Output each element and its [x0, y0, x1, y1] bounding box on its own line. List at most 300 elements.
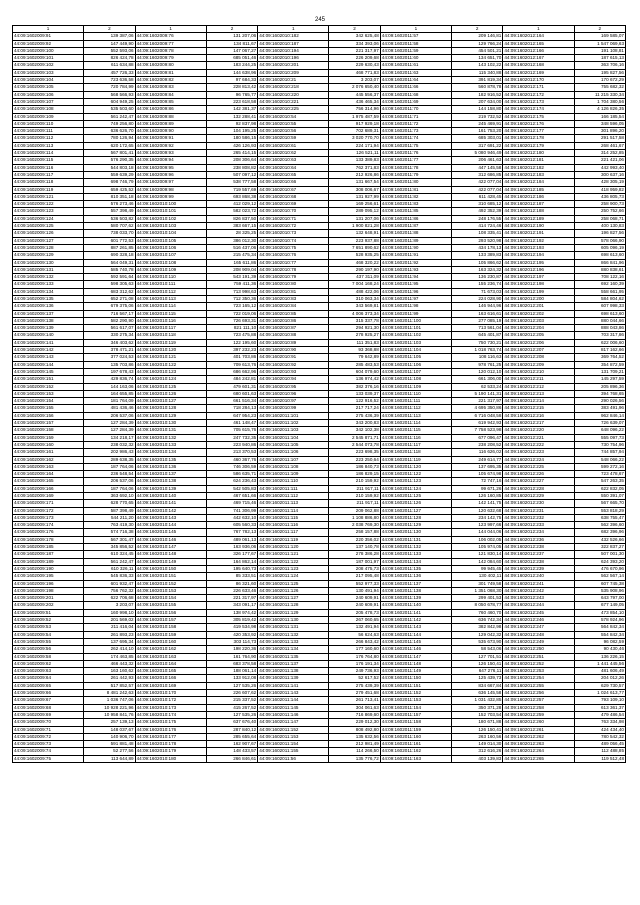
- cadastral-value-cell: 377 024,53: [84, 354, 135, 361]
- table-row: [13, 660, 626, 667]
- table-row: [13, 522, 626, 529]
- cadastral-number-cell: 44:09:1602012:187: [503, 201, 574, 208]
- cadastral-number-cell: 44:09:1602010:114: [135, 303, 206, 310]
- cadastral-value-cell: 289 638,35: [84, 456, 135, 463]
- cadastral-number-cell: 44:09:1602011:141: [258, 682, 329, 689]
- cadastral-value-cell: 445 556,37: [329, 91, 380, 98]
- cadastral-number-cell: 44:09:1602012:260: [503, 719, 574, 726]
- cadastral-value-cell: 723 165,12: [206, 303, 257, 310]
- cadastral-number-cell: 44:09:1602009:66: [13, 690, 84, 697]
- cadastral-number-cell: 44:09:1602010:220: [258, 91, 329, 98]
- cadastral-value-cell: 261 893,23: [84, 631, 135, 638]
- cadastral-number-cell: 44:09:1602012:230: [503, 500, 574, 507]
- cadastral-value-cell: 434 178,13: [451, 244, 502, 251]
- cadastral-value-cell: 315 337,78: [329, 317, 380, 324]
- cadastral-number-cell: 44:09:1602010:117: [135, 325, 206, 332]
- cadastral-value-cell: 677 096,47: [451, 434, 502, 441]
- cadastral-value-cell: 229 630,43: [329, 62, 380, 69]
- cadastral-number-cell: 44:09:1602012:207: [503, 347, 574, 354]
- cadastral-number-cell: 44:09:1602012:233: [503, 522, 574, 529]
- cadastral-value-cell: 160 998,10: [84, 609, 135, 616]
- cadastral-number-cell: 44:09:1602011:145: [258, 704, 329, 711]
- cadastral-value-cell: 114 266,50: [329, 748, 380, 755]
- cadastral-number-cell: 44:09:1602009:171: [13, 500, 84, 507]
- table-row: [13, 733, 626, 740]
- cadastral-number-cell: 44:09:1602012:201: [503, 303, 574, 310]
- cadastral-number-cell: 44:09:1602009:125: [13, 223, 84, 230]
- cadastral-value-cell: 693 868,38: [206, 193, 257, 200]
- cadastral-value-cell: 738 033,70: [84, 230, 135, 237]
- cadastral-value-cell: 354 872,59: [574, 361, 625, 368]
- cadastral-number-cell: 44:09:1602009:201: [13, 595, 84, 602]
- cadastral-value-cell: 305 819,42: [206, 617, 257, 624]
- cadastral-value-cell: 133 389,83: [451, 252, 502, 259]
- cadastral-value-cell: 211 917,11: [329, 485, 380, 492]
- table-row: [13, 441, 626, 448]
- cadastral-value-cell: 645 401,87: [451, 332, 502, 339]
- table-row: [13, 252, 626, 259]
- cadastral-value-cell: 759 411,36: [206, 281, 257, 288]
- cadastral-number-cell: 44:09:1602011:111: [258, 485, 329, 492]
- cadastral-number-cell: 44:09:1602010:136: [135, 463, 206, 470]
- cadastral-number-cell: 44:09:1602012:195: [503, 259, 574, 266]
- cadastral-value-cell: 144 638,96: [206, 69, 257, 76]
- cadastral-value-cell: 481 436,46: [84, 405, 135, 412]
- cadastral-value-cell: 578 924,96: [574, 617, 625, 624]
- cadastral-value-cell: 247 732,35: [206, 434, 257, 441]
- cadastral-number-cell: 44:09:1602010:21: [258, 77, 329, 84]
- cadastral-value-cell: 442 993,40: [574, 164, 625, 171]
- cadastral-value-cell: 106 002,05: [451, 536, 502, 543]
- cadastral-value-cell: 888 043,86: [574, 325, 625, 332]
- cadastral-value-cell: 7 004 168,24: [329, 281, 380, 288]
- cadastral-value-cell: 545 836,33: [84, 573, 135, 580]
- cadastral-number-cell: 44:09:1602009:122: [13, 201, 84, 208]
- cadastral-number-cell: 44:09:1602010:112: [135, 288, 206, 295]
- cadastral-number-cell: 44:09:1602012:184: [503, 179, 574, 186]
- table-row: [13, 638, 626, 645]
- cadastral-number-cell: 44:09:1602010:111: [135, 281, 206, 288]
- cadastral-number-cell: 44:09:1602011:142: [380, 617, 451, 624]
- cadastral-number-cell: 44:09:1602011:60: [380, 55, 451, 62]
- cadastral-number-cell: 44:09:1602009:145: [13, 368, 84, 375]
- cadastral-number-cell: 44:09:1602011:82: [380, 193, 451, 200]
- cadastral-number-cell: 44:09:1602011:137: [380, 580, 451, 587]
- table-row: [13, 478, 626, 485]
- column-header: 2: [84, 26, 135, 33]
- cadastral-value-cell: 610 324,45: [84, 551, 135, 558]
- cadastral-number-cell: 44:09:1602011:79: [380, 171, 451, 178]
- cadastral-number-cell: 44:09:1602009:80: [135, 62, 206, 69]
- cadastral-value-cell: 718 284,13: [206, 405, 257, 412]
- cadastral-value-cell: 479 486,54: [574, 711, 625, 718]
- table-header-row: [13, 26, 626, 33]
- cadastral-value-cell: 201 569,02: [84, 617, 135, 624]
- cadastral-value-cell: 135 632,56: [329, 733, 380, 740]
- cadastral-value-cell: 578 066,90: [574, 237, 625, 244]
- table-row: [13, 266, 626, 273]
- table-row: [13, 544, 626, 551]
- cadastral-number-cell: 44:09:1602012:245: [503, 609, 574, 616]
- cadastral-number-cell: 44:09:1602012:223: [503, 449, 574, 456]
- table-row: [13, 500, 626, 507]
- cadastral-number-cell: 44:09:1602011:150: [380, 675, 451, 682]
- cadastral-value-cell: 58 543,06: [451, 646, 502, 653]
- cadastral-value-cell: 143 102,22: [451, 62, 502, 69]
- cadastral-number-cell: 44:09:1602012:191: [503, 230, 574, 237]
- cadastral-value-cell: 587 398,49: [84, 507, 135, 514]
- cadastral-value-cell: 209 146,81: [451, 33, 502, 40]
- cadastral-number-cell: 44:09:1602012:166: [503, 47, 574, 54]
- cadastral-value-cell: 708 122,16: [574, 274, 625, 281]
- cadastral-value-cell: 314 252,85: [574, 150, 625, 157]
- cadastral-number-cell: 44:09:1602010:73: [258, 230, 329, 237]
- cadastral-value-cell: 126 160,85: [451, 493, 502, 500]
- table-row: [13, 193, 626, 200]
- cadastral-value-cell: 208 475,73: [329, 565, 380, 572]
- cadastral-value-cell: 86 321,60: [206, 580, 257, 587]
- table-row: [13, 398, 626, 405]
- cadastral-number-cell: 44:09:1602011:161: [380, 741, 451, 748]
- cadastral-number-cell: 44:09:1602011:139: [258, 675, 329, 682]
- cadastral-value-cell: 643 797,00: [574, 595, 625, 602]
- cadastral-value-cell: 275 436,39: [329, 412, 380, 419]
- cadastral-value-cell: 245 469,91: [451, 120, 502, 127]
- cadastral-number-cell: 44:09:1602009:129: [13, 252, 84, 259]
- cadastral-value-cell: 564 049,31: [84, 259, 135, 266]
- cadastral-value-cell: 131 207,06: [206, 33, 257, 40]
- cadastral-value-cell: 223 618,58: [206, 98, 257, 105]
- cadastral-number-cell: 44:09:1602010:129: [135, 412, 206, 419]
- cadastral-number-cell: 44:09:1602011:76: [380, 150, 451, 157]
- cadastral-value-cell: 334 393,06: [329, 40, 380, 47]
- cadastral-number-cell: 44:09:1602010:104: [135, 230, 206, 237]
- cadastral-number-cell: 44:09:1602009:153: [13, 390, 84, 397]
- cadastral-number-cell: 44:09:1602009:85: [135, 98, 206, 105]
- cadastral-number-cell: 44:09:1602009:56: [13, 646, 84, 653]
- table-row: [13, 376, 626, 383]
- cadastral-number-cell: 44:09:1602010:131: [135, 427, 206, 434]
- cadastral-value-cell: 750 730,21: [451, 339, 502, 346]
- cadastral-number-cell: 44:09:1602012:185: [503, 186, 574, 193]
- cadastral-value-cell: 473 854,10: [574, 609, 625, 616]
- cadastral-value-cell: 601 932,47: [84, 580, 135, 587]
- column-header: 2: [574, 26, 625, 33]
- cadastral-value-cell: 810 351,18: [84, 193, 135, 200]
- cadastral-value-cell: 582 023,72: [206, 208, 257, 215]
- cadastral-number-cell: 44:09:1602010:153: [135, 587, 206, 594]
- cadastral-number-cell: 44:09:1602009:132: [13, 274, 84, 281]
- column-header: 1: [258, 26, 329, 33]
- cadastral-number-cell: 44:09:1602011:116: [258, 522, 329, 529]
- cadastral-number-cell: 44:09:1602010:75: [258, 244, 329, 251]
- cadastral-number-cell: 44:09:1602009:141: [13, 339, 84, 346]
- cadastral-value-cell: 719 557,69: [206, 186, 257, 193]
- cadastral-number-cell: 44:09:1602009:70: [13, 719, 84, 726]
- cadastral-value-cell: 211 416,04: [84, 624, 135, 631]
- table-row: [13, 463, 626, 470]
- cadastral-number-cell: 44:09:1602011:131: [258, 624, 329, 631]
- cadastral-value-cell: 208 306,64: [206, 157, 257, 164]
- cadastral-number-cell: 44:09:1602010:180: [135, 755, 206, 762]
- cadastral-value-cell: 345 856,52: [84, 544, 135, 551]
- cadastral-value-cell: 469 715,46: [206, 500, 257, 507]
- cadastral-value-cell: 308 006,67: [329, 186, 380, 193]
- cadastral-value-cell: 162 907,67: [206, 741, 257, 748]
- cadastral-number-cell: 44:09:1602011:109: [258, 471, 329, 478]
- table-row: [13, 179, 626, 186]
- cadastral-number-cell: 44:09:1602010:165: [135, 668, 206, 675]
- cadastral-value-cell: 1 704 380,56: [574, 98, 625, 105]
- table-row: [13, 587, 626, 594]
- cadastral-value-cell: 419 534,98: [206, 624, 257, 631]
- cadastral-number-cell: 44:09:1602009:138: [13, 317, 84, 324]
- cadastral-number-cell: 44:09:1602011:92: [380, 259, 451, 266]
- table-row: [13, 208, 626, 215]
- cadastral-value-cell: 176 764,80: [329, 653, 380, 660]
- cadastral-value-cell: 304 061,63: [329, 704, 380, 711]
- cadastral-number-cell: 44:09:1602009:160: [13, 441, 84, 448]
- cadastral-value-cell: 343 569,81: [329, 303, 380, 310]
- cadastral-value-cell: 610 326,11: [84, 565, 135, 572]
- cadastral-value-cell: 561 617,07: [84, 325, 135, 332]
- cadastral-value-cell: 111 351,83: [329, 339, 380, 346]
- cadastral-value-cell: 682 396,96: [574, 529, 625, 536]
- table-row: [13, 113, 626, 120]
- cadastral-number-cell: 44:09:1602010:74: [258, 237, 329, 244]
- cadastral-value-cell: 637 676,40: [206, 719, 257, 726]
- cadastral-value-cell: 369 764,52: [574, 354, 625, 361]
- cadastral-number-cell: 44:09:1602011:115: [258, 514, 329, 521]
- cadastral-number-cell: 44:09:1602009:156: [13, 412, 84, 419]
- cadastral-number-cell: 44:09:1602009:88: [135, 113, 206, 120]
- cadastral-value-cell: 442 632,10: [206, 514, 257, 521]
- cadastral-number-cell: 44:09:1602009:107: [13, 98, 84, 105]
- cadastral-number-cell: 44:09:1602012:250: [503, 646, 574, 653]
- cadastral-number-cell: 44:09:1602011:129: [380, 522, 451, 529]
- cadastral-value-cell: 285 655,64: [206, 733, 257, 740]
- cadastral-number-cell: 44:09:1602012:240: [503, 573, 574, 580]
- cadastral-value-cell: 1 018 763,74: [451, 347, 502, 354]
- cadastral-number-cell: 44:09:1602011:58: [380, 40, 451, 47]
- table-row: [13, 120, 626, 127]
- cadastral-number-cell: 44:09:1602011:153: [258, 733, 329, 740]
- cadastral-value-cell: 698 613,60: [574, 252, 625, 259]
- cadastral-value-cell: 108 335,41: [451, 230, 502, 237]
- cadastral-value-cell: 198 220,36: [206, 646, 257, 653]
- cadastral-number-cell: 44:09:1602012:251: [503, 653, 574, 660]
- cadastral-value-cell: 161 764,90: [206, 653, 257, 660]
- cadastral-number-cell: 44:09:1602010:133: [135, 441, 206, 448]
- cadastral-value-cell: 52 617,52: [329, 675, 380, 682]
- cadastral-number-cell: 44:09:1602011:130: [380, 529, 451, 536]
- cadastral-value-cell: 92 837,98: [206, 120, 257, 127]
- cadastral-value-cell: 628 770,65: [84, 500, 135, 507]
- cadastral-number-cell: 44:09:1602009:55: [13, 638, 84, 645]
- cadastral-value-cell: 132 491,94: [329, 624, 380, 631]
- table-row: [13, 449, 626, 456]
- cadastral-number-cell: 44:09:1602009:54: [13, 631, 84, 638]
- cadastral-number-cell: 44:09:1602012:255: [503, 682, 574, 689]
- cadastral-number-cell: 44:09:1602010:86: [258, 317, 329, 324]
- cadastral-number-cell: 44:09:1602011:81: [380, 186, 451, 193]
- cadastral-value-cell: 432 526,66: [574, 536, 625, 543]
- cadastral-value-cell: 418 959,82: [574, 186, 625, 193]
- cadastral-number-cell: 44:09:1602011:57: [380, 33, 451, 40]
- cadastral-number-cell: 44:09:1602010:123: [135, 368, 206, 375]
- cadastral-value-cell: 152 703,54: [451, 711, 502, 718]
- cadastral-value-cell: 290 026,56: [574, 398, 625, 405]
- cadastral-number-cell: 44:09:1602012:169: [503, 69, 574, 76]
- cadastral-value-cell: 148 037,67: [84, 726, 135, 733]
- cadastral-number-cell: 44:09:1602009:108: [13, 106, 84, 113]
- cadastral-value-cell: 120 632,68: [451, 507, 502, 514]
- cadastral-value-cell: 120 012,10: [451, 368, 502, 375]
- cadastral-value-cell: 224 171,94: [329, 142, 380, 149]
- column-header: 1: [13, 26, 84, 33]
- cadastral-number-cell: 44:09:1602012:221: [503, 434, 574, 441]
- cadastral-number-cell: 44:09:1602010:139: [135, 485, 206, 492]
- cadastral-value-cell: 348 596,05: [574, 120, 625, 127]
- cadastral-number-cell: 44:09:1602011:119: [258, 536, 329, 543]
- cadastral-number-cell: 44:09:1602010:110: [135, 274, 206, 281]
- cadastral-value-cell: 780 542,32: [574, 733, 625, 740]
- cadastral-number-cell: 44:09:1602011:112: [380, 405, 451, 412]
- cadastral-number-cell: 44:09:1602009:93: [135, 150, 206, 157]
- cadastral-value-cell: 294 921,30: [329, 325, 380, 332]
- cadastral-number-cell: 44:09:1602009:202: [13, 602, 84, 609]
- cadastral-number-cell: 44:09:1602012:227: [503, 478, 574, 485]
- cadastral-number-cell: 44:09:1602011:134: [380, 558, 451, 565]
- cadastral-number-cell: 44:09:1602010:157: [135, 617, 206, 624]
- cadastral-value-cell: 129 766,24: [451, 40, 502, 47]
- cadastral-number-cell: 44:09:1602009:143: [13, 354, 84, 361]
- cadastral-number-cell: 44:09:1602009:101: [13, 55, 84, 62]
- cadastral-value-cell: 586 635,71: [206, 471, 257, 478]
- cadastral-number-cell: 44:09:1602009:119: [13, 186, 84, 193]
- cadastral-number-cell: 44:09:1602009:157: [13, 420, 84, 427]
- cadastral-number-cell: 44:09:1602012:188: [503, 208, 574, 215]
- cadastral-number-cell: 44:09:1602011:135: [380, 565, 451, 572]
- cadastral-value-cell: 238 808,82: [206, 164, 257, 171]
- table-row: [13, 529, 626, 536]
- cadastral-value-cell: 713 998,63: [206, 288, 257, 295]
- column-header: 1: [135, 26, 206, 33]
- cadastral-value-cell: 467 651,66: [206, 493, 257, 500]
- cadastral-value-cell: 131 667,54: [329, 179, 380, 186]
- cadastral-value-cell: 96 082,59: [574, 638, 625, 645]
- cadastral-value-cell: 535 673,90: [451, 638, 502, 645]
- cadastral-value-cell: 10 958 841,76: [84, 711, 135, 718]
- cadastral-value-cell: 130 491,94: [329, 587, 380, 594]
- cadastral-value-cell: 547 263,35: [574, 478, 625, 485]
- cadastral-number-cell: 44:09:1602010:106: [135, 244, 206, 251]
- cadastral-number-cell: 44:09:1602009:79: [135, 55, 206, 62]
- cadastral-value-cell: 291 517,58: [574, 135, 625, 142]
- cadastral-number-cell: 44:09:1602011:146: [380, 646, 451, 653]
- cadastral-number-cell: 44:09:1602012:220: [503, 427, 574, 434]
- cadastral-number-cell: 44:09:1602010:85: [258, 310, 329, 317]
- cadastral-number-cell: 44:09:1602011:128: [380, 514, 451, 521]
- cadastral-value-cell: 567 301,47: [84, 536, 135, 543]
- table-row: [13, 106, 626, 113]
- table-row: [13, 332, 626, 339]
- cadastral-value-cell: 223 250,64: [329, 456, 380, 463]
- cadastral-number-cell: 44:09:1602011:107: [258, 456, 329, 463]
- cadastral-number-cell: 44:09:1602009:111: [13, 128, 84, 135]
- cadastral-value-cell: 220 356,02: [329, 536, 380, 543]
- cadastral-value-cell: 716 869,60: [329, 711, 380, 718]
- cadastral-number-cell: 44:09:1602009:198: [13, 587, 84, 594]
- cadastral-number-cell: 44:09:1602010:156: [135, 609, 206, 616]
- cadastral-value-cell: 263 160,56: [451, 733, 502, 740]
- cadastral-value-cell: 403 139,83: [451, 755, 502, 762]
- cadastral-value-cell: 619 942,93: [451, 420, 502, 427]
- column-header: 2: [329, 26, 380, 33]
- cadastral-number-cell: 44:09:1602009:91: [135, 135, 206, 142]
- cadastral-value-cell: 1 036 747,06: [84, 697, 135, 704]
- cadastral-number-cell: 44:09:1602012:222: [503, 441, 574, 448]
- cadastral-value-cell: 683 378,58: [206, 660, 257, 667]
- cadastral-number-cell: 44:09:1602009:68: [13, 704, 84, 711]
- cadastral-value-cell: 96 765,77: [206, 91, 257, 98]
- cadastral-number-cell: 44:09:1602011:157: [380, 711, 451, 718]
- cadastral-value-cell: 119 512,48: [574, 755, 625, 762]
- cadastral-value-cell: 215 475,34: [206, 252, 257, 259]
- cadastral-number-cell: 44:09:1602012:178: [503, 135, 574, 142]
- cadastral-value-cell: 429 836,74: [84, 376, 135, 383]
- cadastral-number-cell: 44:09:1602012:261: [503, 726, 574, 733]
- table-row: [13, 551, 626, 558]
- cadastral-number-cell: 44:09:1602009:144: [13, 361, 84, 368]
- cadastral-number-cell: 44:09:1602010:65: [258, 171, 329, 178]
- cadastral-value-cell: 144 044,06: [451, 529, 502, 536]
- cadastral-value-cell: 105 674,98: [451, 471, 502, 478]
- cadastral-number-cell: 44:09:1602011:102: [380, 332, 451, 339]
- cadastral-number-cell: 44:09:1602010:66: [258, 179, 329, 186]
- table-row: [13, 55, 626, 62]
- cadastral-number-cell: 44:09:1602011:103: [258, 427, 329, 434]
- cadastral-number-cell: 44:09:1602012:244: [503, 602, 574, 609]
- cadastral-value-cell: 636 626,70: [84, 128, 135, 135]
- cadastral-value-cell: 636 145,58: [451, 690, 502, 697]
- cadastral-value-cell: 437 311,09: [329, 274, 380, 281]
- cadastral-number-cell: 44:09:1602009:139: [13, 325, 84, 332]
- cadastral-value-cell: 207 634,00: [451, 98, 502, 105]
- cadastral-value-cell: 562 567,14: [574, 573, 625, 580]
- cadastral-number-cell: 44:09:1602010:144: [135, 522, 206, 529]
- cadastral-number-cell: 44:09:1602010:172: [135, 697, 206, 704]
- table-row: [13, 755, 626, 762]
- table-row: [13, 631, 626, 638]
- cadastral-number-cell: 44:09:1602012:205: [503, 332, 574, 339]
- cadastral-number-cell: 44:09:1602012:172: [503, 91, 574, 98]
- column-header: 2: [451, 26, 502, 33]
- cadastral-value-cell: 186 840,73: [329, 463, 380, 470]
- cadastral-number-cell: 44:09:1602009:161: [13, 449, 84, 456]
- cadastral-value-cell: 93 368,88: [329, 347, 380, 354]
- cadastral-number-cell: 44:09:1602009:58: [13, 653, 84, 660]
- cadastral-number-cell: 44:09:1602011:145: [380, 638, 451, 645]
- cadastral-value-cell: 137 695,35: [451, 463, 502, 470]
- cadastral-value-cell: 206 461,63: [451, 157, 502, 164]
- cadastral-value-cell: 132 648,91: [329, 230, 380, 237]
- cadastral-number-cell: 44:09:1602012:202: [503, 310, 574, 317]
- cadastral-value-cell: 611 428,45: [451, 193, 502, 200]
- cadastral-value-cell: 221 317,97: [206, 595, 257, 602]
- cadastral-value-cell: 705 615,76: [206, 427, 257, 434]
- cadastral-number-cell: 44:09:1602011:106: [380, 361, 451, 368]
